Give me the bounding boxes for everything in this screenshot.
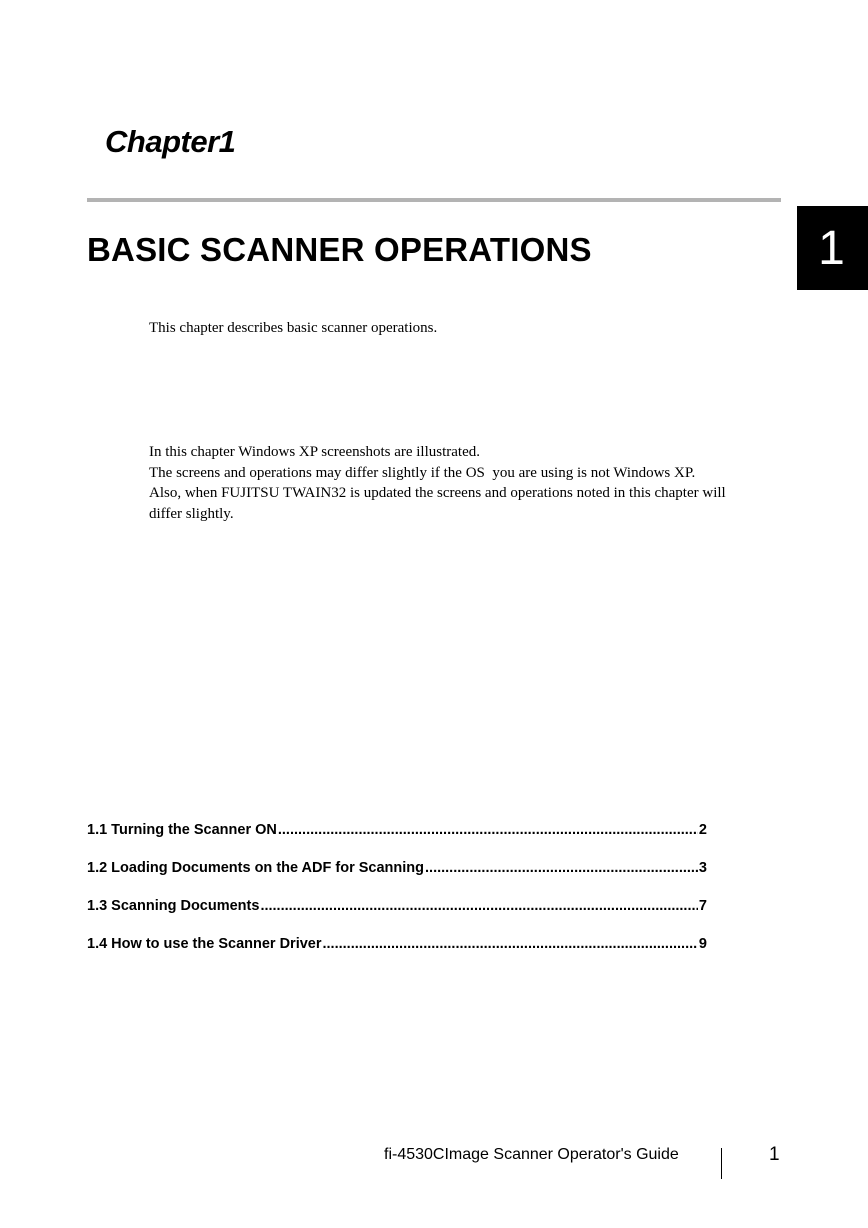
note-line: The screens and operations may differ slightly if the OS you are using is not Windows XP. — [149, 464, 696, 481]
toc-entry-page: 2 — [698, 822, 707, 838]
toc-entry-title: 1.1 Turning the Scanner ON — [87, 822, 277, 838]
toc-leader-dots — [260, 896, 697, 916]
header-rule — [87, 198, 781, 202]
note-line: In this chapter Windows XP screenshots are illustrated. — [149, 444, 480, 460]
toc-leader-dots — [278, 820, 698, 840]
toc-entry-title: 1.4 How to use the Scanner Driver — [87, 936, 322, 952]
chapter-tab-number: 1 — [818, 221, 845, 275]
chapter-label: Chapter1 — [105, 124, 236, 159]
toc-leader-dots — [323, 934, 698, 954]
toc-entry-turning-scanner-on[interactable] — [87, 820, 707, 858]
footer-divider — [721, 1148, 722, 1179]
footer-page-number: 1 — [769, 1144, 780, 1165]
footer-guide-title: fi-4530CImage Scanner Operator's Guide — [384, 1146, 679, 1163]
note-block — [149, 442, 779, 525]
toc-entry-loading-documents[interactable] — [87, 858, 707, 896]
toc-leader-dots — [425, 858, 698, 878]
toc-entry-scanner-driver[interactable] — [87, 934, 707, 972]
toc-entry-page: 3 — [698, 860, 707, 876]
note-line: Also, when FUJITSU TWAIN32 is updated the screens and operations noted in this chapter will — [149, 485, 726, 502]
toc-entry-page: 9 — [698, 936, 707, 952]
toc-entry-page: 7 — [698, 898, 707, 914]
table-of-contents — [87, 820, 707, 972]
chapter-tab — [797, 206, 868, 290]
toc-entry-title: 1.3 Scanning Documents — [87, 898, 260, 914]
note-line: differ slightly. — [149, 506, 234, 523]
toc-entry-title: 1.2 Loading Documents on the ADF for Scanning — [87, 860, 425, 876]
intro-text: This chapter describes basic scanner operations. — [149, 320, 438, 336]
chapter-title: BASIC SCANNER OPERATIONS — [87, 231, 592, 268]
toc-entry-scanning-documents[interactable] — [87, 896, 707, 934]
